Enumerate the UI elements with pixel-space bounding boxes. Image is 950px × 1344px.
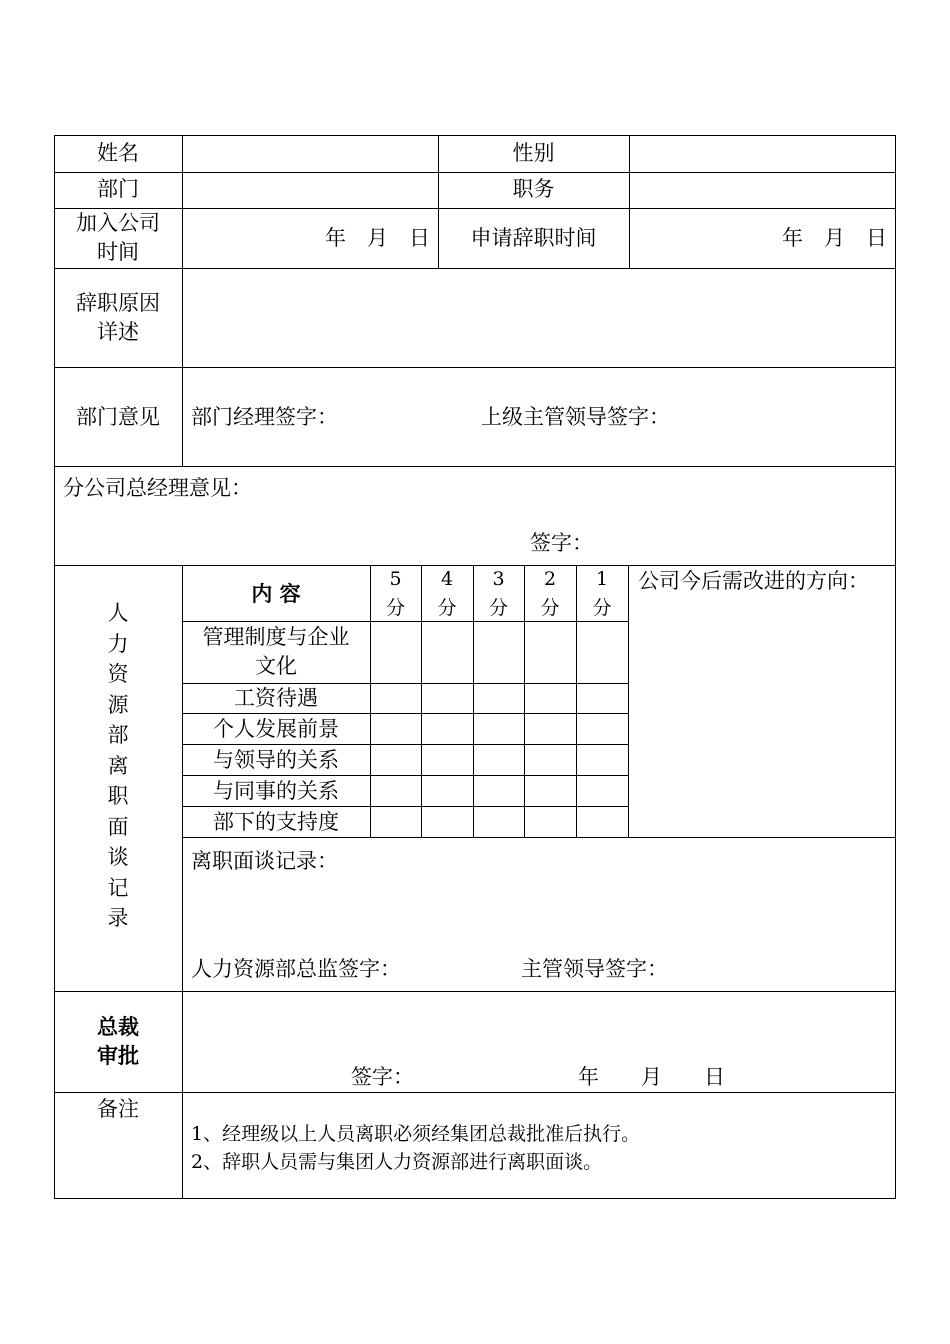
rule xyxy=(54,991,896,992)
reason-label-line2: 详述 xyxy=(97,320,139,344)
dept-opinion-label: 部门意见 xyxy=(76,405,160,429)
join-date-value: 年 月 日 xyxy=(325,226,430,250)
score-header-unit: 分 xyxy=(592,597,612,619)
branch-gm-opinion: 分公司总经理意见： xyxy=(63,476,252,500)
interview-item-development: 个人发展前景 xyxy=(213,717,339,741)
reason-label xyxy=(54,289,182,347)
superior-sign: 上级主管领导签字： xyxy=(481,405,670,429)
interview-record-label: 离职面谈记录： xyxy=(191,849,338,873)
interview-item-leadership: 与领导的关系 xyxy=(213,748,339,772)
supervisor-sign: 主管领导签字： xyxy=(521,957,668,981)
rule xyxy=(54,466,896,467)
hr-interview-vertical-label: 人力资源部离职面谈记录 xyxy=(107,601,129,930)
score-header-4 xyxy=(421,565,473,623)
president-label-line1: 总裁 xyxy=(97,1015,139,1039)
president-label-line2: 审批 xyxy=(97,1044,139,1068)
dept-manager-sign: 部门经理签字： xyxy=(191,405,338,429)
join-date-label xyxy=(54,209,182,267)
join-date-label-line2: 时间 xyxy=(97,240,139,264)
president-approval-label xyxy=(54,1013,182,1071)
resign-date-value: 年 月 日 xyxy=(782,226,887,250)
rule xyxy=(54,268,896,269)
rule xyxy=(628,565,629,837)
score-header-5 xyxy=(370,565,421,623)
interview-item-colleagues: 与同事的关系 xyxy=(213,779,339,803)
score-header-num: 4 xyxy=(440,568,454,590)
score-header-2 xyxy=(524,565,576,623)
branch-sign: 签字： xyxy=(530,531,593,555)
rule xyxy=(182,775,628,776)
score-header-num: 3 xyxy=(492,568,505,590)
resign-date-label: 申请辞职时间 xyxy=(470,226,597,250)
score-header-unit: 分 xyxy=(540,597,560,619)
remarks-label: 备注 xyxy=(97,1097,139,1121)
name-label: 姓名 xyxy=(97,141,139,165)
join-date-label-line1: 加入公司 xyxy=(76,211,160,235)
interview-item-line: 文化 xyxy=(255,654,297,678)
remark-1: 1、经理级以上人员离职必须经集团总裁批准后执行。 xyxy=(191,1123,641,1145)
rule xyxy=(54,135,896,136)
improvement-label: 公司今后需改进的方向： xyxy=(638,569,869,593)
rule xyxy=(54,367,896,368)
position-label: 职务 xyxy=(512,177,555,201)
rule xyxy=(182,744,628,745)
rule xyxy=(895,135,896,1199)
rule xyxy=(54,1092,896,1093)
hr-director-sign: 人力资源部总监签字： xyxy=(191,957,401,981)
score-header-unit: 分 xyxy=(488,597,508,619)
rule xyxy=(182,135,183,466)
content-header: 内 容 xyxy=(251,582,301,606)
score-header-num: 5 xyxy=(389,568,402,590)
gender-label: 性别 xyxy=(512,141,555,165)
president-date: 年 月 日 xyxy=(578,1065,725,1089)
department-label: 部门 xyxy=(97,177,139,201)
remark-2: 2、辞职人员需与集团人力资源部进行离职面谈。 xyxy=(191,1151,603,1173)
rule xyxy=(182,806,628,807)
score-header-unit: 分 xyxy=(385,597,405,619)
interview-item-management xyxy=(182,623,370,681)
president-sign: 签字： xyxy=(351,1065,414,1089)
score-header-unit: 分 xyxy=(437,597,457,619)
score-header-1 xyxy=(576,565,628,623)
rule xyxy=(182,713,628,714)
interview-item-subordinates: 部下的支持度 xyxy=(213,810,339,834)
reason-label-line1: 辞职原因 xyxy=(76,291,160,315)
rule xyxy=(54,1198,896,1199)
score-header-num: 1 xyxy=(595,568,609,590)
interview-item-line: 管理制度与企业 xyxy=(202,625,350,649)
rule xyxy=(54,172,896,173)
interview-item-salary: 工资待遇 xyxy=(234,686,318,710)
resignation-form xyxy=(54,135,896,1199)
score-header-num: 2 xyxy=(543,568,557,590)
rule xyxy=(182,837,896,838)
score-header-3 xyxy=(473,565,524,623)
